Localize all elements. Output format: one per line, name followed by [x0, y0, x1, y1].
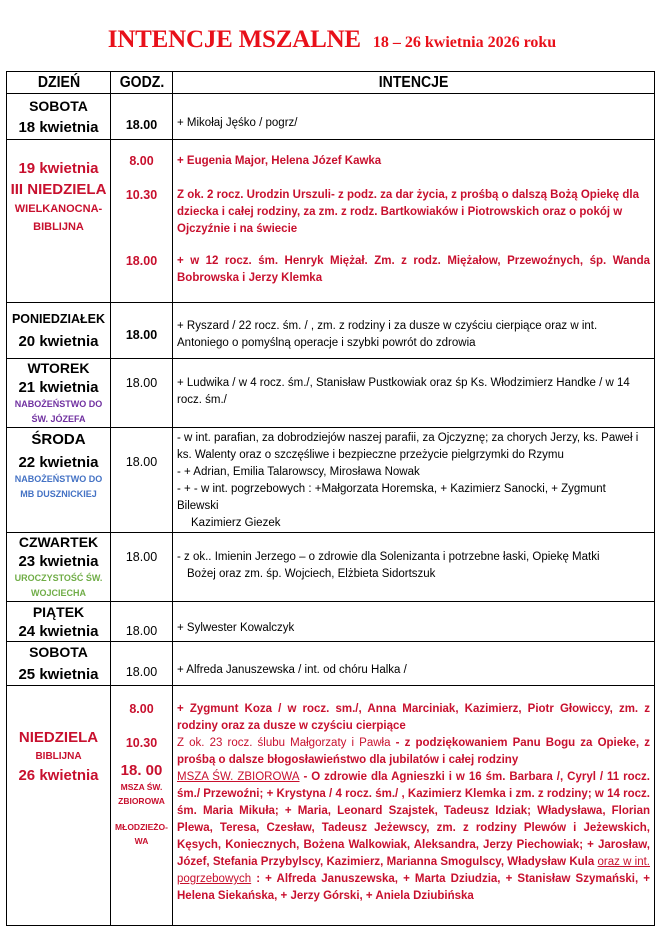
time-cell — [111, 359, 173, 428]
intention-text: - + - w int. pogrzebowych : +Małgorzata Horemska, + Kazimierz Sanocki, + Zygmunt Bilewski — [177, 483, 606, 512]
intention-text: Bożej oraz zm. śp. Wojciech, Elżbieta Sidortszuk — [187, 568, 436, 580]
day-name: PONIEDZIAŁEK — [11, 312, 106, 326]
mass-intentions-table — [6, 71, 655, 926]
day-cell — [7, 428, 111, 533]
day-cell — [7, 686, 111, 926]
title-main: INTENCJE MSZALNE — [107, 26, 361, 53]
intention-cell — [173, 428, 655, 533]
intention-text-part: - z podziękowaniem Panu Bogu za Opieke, z prośbą o dalsze błogosławieństwo dla jubilatów i całej rodziny — [177, 737, 650, 766]
intention-cell — [173, 303, 655, 359]
intention-text — [177, 735, 650, 769]
time-cell — [111, 533, 173, 602]
mass-note: WA — [134, 836, 149, 846]
intention-cell — [173, 140, 655, 303]
day-date: 24 kwietnia — [18, 622, 99, 640]
page-title — [0, 26, 664, 54]
day-date: 19 kwietnia — [18, 160, 99, 177]
day-cell — [7, 94, 111, 140]
intention-text: - + Adrian, Emilia Talarowscy, Mirosława Nowak — [177, 466, 420, 478]
intention-text: Kazimierz Giezek — [191, 517, 281, 529]
intention-text: + Mikołaj Jęśko / pogrz/ — [177, 117, 298, 129]
time-cell — [111, 94, 173, 140]
day-name: WTOREK — [27, 360, 90, 376]
table-row — [7, 602, 655, 642]
day-cell — [7, 642, 111, 686]
mass-note: MSZA ŚW. — [120, 782, 163, 792]
intention-cell — [173, 359, 655, 428]
table-row — [7, 303, 655, 359]
intention-text — [177, 769, 650, 905]
column-header-day: DZIEŃ — [13, 72, 105, 94]
day-date: 21 kwietnia — [18, 379, 99, 396]
time-cell — [111, 303, 173, 359]
intention-cell — [173, 533, 655, 602]
day-subtitle: MB DUSZNICKIEJ — [20, 489, 97, 499]
mass-time: 10.30 — [125, 736, 158, 750]
time-cell — [111, 140, 173, 303]
intention-text-part: Z ok. 23 rocz. ślubu Małgorzaty i Pawła — [177, 737, 391, 749]
mass-time: 18.00 — [125, 327, 158, 342]
day-date: 26 kwietnia — [18, 767, 99, 784]
mass-time: 18. 00 — [120, 762, 163, 779]
mass-time: 8.00 — [129, 702, 154, 716]
mass-time: 18.00 — [125, 254, 158, 268]
day-subtitle: NABOŻEŃSTWO DO — [14, 474, 103, 484]
intention-cell — [173, 602, 655, 642]
table-row — [7, 533, 655, 602]
mass-note: ZBIOROWA — [118, 796, 165, 806]
intention-text: + Eugenia Major, Helena Józef Kawka — [177, 155, 382, 167]
day-name: PIĄTEK — [32, 603, 85, 620]
day-name: CZWARTEK — [18, 534, 99, 550]
day-subtitle: UROCZYSTOŚĆ ŚW. — [14, 573, 103, 583]
intention-text: + Sylwester Kowalczyk — [177, 622, 295, 634]
time-cell — [111, 686, 173, 926]
intention-cell — [173, 94, 655, 140]
table-header-row — [7, 72, 655, 94]
day-name: III NIEDZIELA — [10, 181, 107, 198]
intention-text-part: - O zdrowie dla Agnieszki i w 16 śm. Barbara /, Cyryl / 11 rocz. śm./ Przewoźni; + Krystyna / 4 rocz. śm./ , Kazimierz Klemka i zm. z rodziny; w 14 rocz. śm. Maria Mikuła; + Maria, Leonard Szajstek, Tadeusz Idziak; Władysława, Florian Plewa, Teresa, Czesław, Tadeusz Jeżewscy, zm. z rodziny Plewów i Jeżewskich, Kęsych, Koniecznych, Bożena Walkowiak, Aleksandra, Jerzy Piechowiak; + Jarosław, Józef, Stefania Przybylscy, Kazimierz, Marianna Smogulscy, Władysław Kula — [177, 771, 650, 868]
day-subtitle: ŚW. JÓZEFA — [31, 414, 86, 424]
time-cell — [111, 642, 173, 686]
day-cell — [7, 303, 111, 359]
column-header-intentions: INTENCJE — [173, 72, 655, 94]
table-row — [7, 428, 655, 533]
table-row — [7, 359, 655, 428]
day-cell — [7, 359, 111, 428]
day-cell — [7, 140, 111, 303]
day-cell — [7, 533, 111, 602]
collective-mass-label: MSZA ŚW. ZBIOROWA — [177, 771, 300, 783]
intention-text: + Ryszard / 22 rocz. śm. / , zm. z rodziny i za dusze w czyściu cierpiące oraz w int. Antoniego o pomyślną operacje i szybki powrót do zdrowia — [177, 319, 598, 349]
intention-text: + w 12 rocz. śm. Henryk Miężał. Zm. z rodz. Miężałow, Przewoźnych, śp. Wanda Bobrowska i Jerzy Klemka — [177, 255, 650, 284]
day-cell — [7, 602, 111, 642]
intention-text: - w int. parafian, za dobrodziejów naszej parafii, za Ojczyznę; za chorych Jerzy, ks. Paweł i ks. Walenty oraz o szczęśliwe i bezpieczne przeżycie pielgrzymki do Rzymu — [177, 432, 639, 461]
table-row — [7, 94, 655, 140]
mass-time: 18.00 — [125, 376, 158, 390]
table-row — [7, 140, 655, 303]
mass-time: 18.00 — [125, 624, 158, 638]
mass-note: MŁODZIEŻO- — [115, 822, 168, 832]
table-row — [7, 642, 655, 686]
day-subtitle: NABOŻEŃSTWO DO — [14, 399, 103, 409]
day-name: NIEDZIELA — [18, 729, 99, 746]
intention-text: + Zygmunt Koza / w rocz. sm./, Anna Marciniak, Kazimierz, Piotr Głowiccy, zm. z rodziny oraz za dusze w czyściu cierpiące — [177, 703, 650, 732]
intention-text: Z ok. 2 rocz. Urodzin Urszuli- z podz. za dar życia, z prośbą o dalszą Bożą Opiekę dla dziecka i całej rodziny, za zm. z rodz. Bartkowiaków i Piotrowskich oraz o pokój w Ojczyźnie i na świecie — [177, 189, 640, 235]
intention-cell — [173, 686, 655, 926]
intention-text: - z ok.. Imienin Jerzego – o zdrowie dla Solenizanta i potrzebne łaski, Opiekę Matki — [177, 551, 600, 563]
day-date: 22 kwietnia — [18, 454, 99, 471]
day-subtitle: BIBLIJNA — [33, 221, 84, 233]
title-date-range: 18 – 26 kwietnia 2026 roku — [372, 34, 557, 51]
time-cell — [111, 428, 173, 533]
mass-time: 10.30 — [125, 188, 158, 202]
funeral-intentions-label: oraz w int. pogrzebowych — [177, 856, 650, 885]
intention-cell — [173, 642, 655, 686]
day-subtitle: BIBLIJNA — [35, 751, 82, 762]
mass-time: 8.00 — [129, 154, 154, 168]
intention-text: + Ludwika / w 4 rocz. śm./, Stanisław Pustkowiak oraz śp Ks. Włodzimierz Handke / w 14 rocz. śm./ — [177, 377, 630, 406]
day-date: 25 kwietnia — [18, 666, 99, 683]
day-name: SOBOTA — [29, 644, 88, 660]
day-name: SOBOTA — [29, 97, 88, 114]
mass-time: 18.00 — [125, 550, 158, 564]
intention-text: + Alfreda Januszewska / int. od chóru Halka / — [177, 664, 407, 676]
mass-time: 18.00 — [125, 455, 158, 469]
day-name: ŚRODA — [31, 431, 86, 448]
column-header-time: GODZ. — [114, 72, 169, 94]
day-date: 23 kwietnia — [18, 553, 99, 570]
mass-time: 18.00 — [125, 118, 158, 132]
mass-time: 18.00 — [125, 665, 158, 679]
intention-text-part: : + Alfreda Januszewska, + Marta Dziudzia, + Stanisław Szymański, + Helena Siekańska, + Jerzy Górski, + Aniela Dziubińska — [177, 873, 650, 902]
time-cell — [111, 602, 173, 642]
day-subtitle: WIELKANOCNA- — [14, 203, 103, 215]
day-date: 20 kwietnia — [18, 333, 99, 350]
table-row — [7, 686, 655, 926]
day-date: 18 kwietnia — [18, 118, 99, 136]
day-subtitle: WOJCIECHA — [30, 588, 86, 598]
